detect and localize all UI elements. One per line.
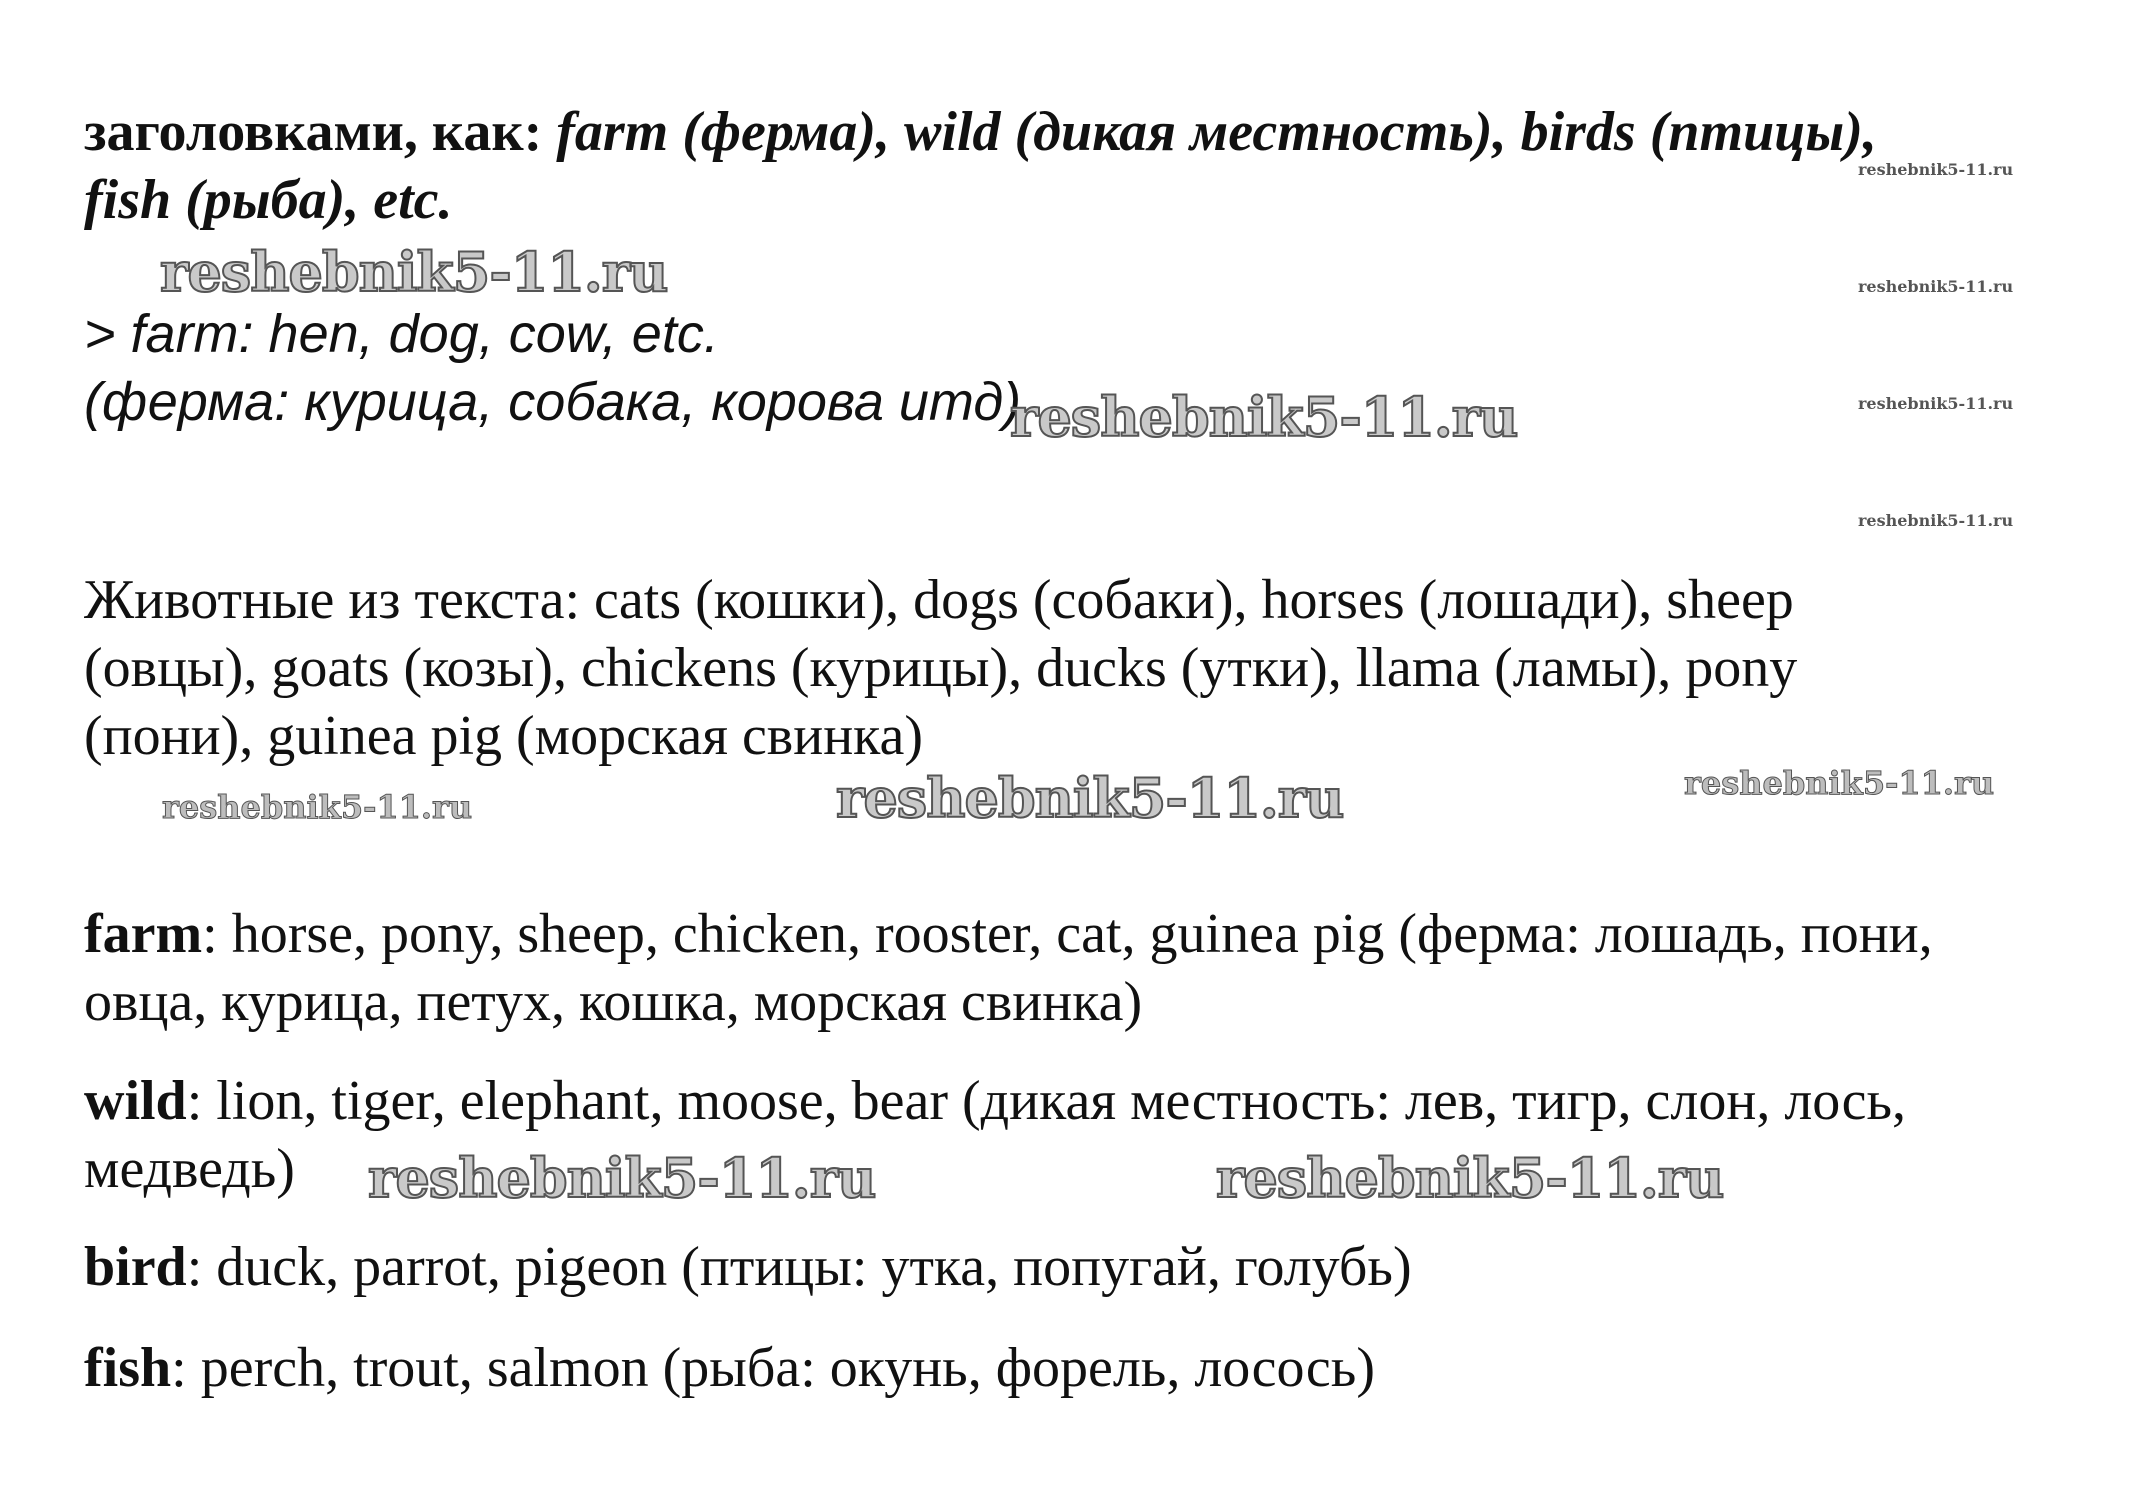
watermark-large: reshebnik5-11.ru [1216,1146,1724,1210]
fish-list: : perch, trout, salmon (рыба: окунь, форель, лосось) [171,1337,1375,1399]
watermark-large: reshebnik5-11.ru [160,240,668,304]
wild-line-1 [84,1067,1906,1135]
header-lead: заголовками, как: [84,101,557,163]
wild-term: wild [84,1070,187,1132]
farm-term: farm [84,903,203,965]
example-line-1: > farm: hen, dog, cow, etc. [84,304,719,364]
watermark-medium: reshebnik5-11.ru [1684,764,1995,802]
farm-line-2: овца, курица, петух, кошка, морская свинка) [84,971,1143,1033]
bird-list: : duck, parrot, pigeon (птицы: утка, попугай, голубь) [186,1236,1412,1298]
fish-line [84,1334,1375,1402]
watermark-large: reshebnik5-11.ru [836,766,1344,830]
watermark-small: reshebnik5-11.ru [1858,277,2014,296]
wild-list: : lion, tiger, elephant, moose, bear (дикая местность: лев, тигр, слон, лось, [186,1070,1907,1132]
watermark-small: reshebnik5-11.ru [1858,511,2014,530]
fish-term: fish [84,1337,172,1399]
animals-line-3: (пони), guinea pig (морская свинка) [84,705,924,767]
bird-line [84,1233,1412,1301]
watermark-small: reshebnik5-11.ru [1858,160,2014,179]
watermark-large: reshebnik5-11.ru [1010,385,1518,449]
header-line-2: fish (рыба), etc. [84,169,453,231]
animals-line-1: Животные из текста: cats (кошки), dogs (собаки), horses (лошади), sheep [84,569,1794,631]
bird-term: bird [84,1236,187,1298]
wild-line-2: медведь) [84,1138,295,1200]
animals-line-2: (овцы), goats (козы), chickens (курицы), ducks (утки), llama (ламы), pony [84,637,1798,699]
farm-list: : horse, pony, sheep, chicken, rooster, cat, guinea pig (ферма: лошадь, пони, [202,903,1933,965]
farm-line-1 [84,900,1933,968]
watermark-medium: reshebnik5-11.ru [162,788,473,826]
watermark-small: reshebnik5-11.ru [1858,394,2014,413]
header-line-1 [84,98,1877,166]
example-line-2: (ферма: курица, собака, корова итд) [84,372,1022,432]
watermark-large: reshebnik5-11.ru [368,1146,876,1210]
header-categories: farm (ферма), wild (дикая местность), birds (птицы), [556,101,1877,163]
